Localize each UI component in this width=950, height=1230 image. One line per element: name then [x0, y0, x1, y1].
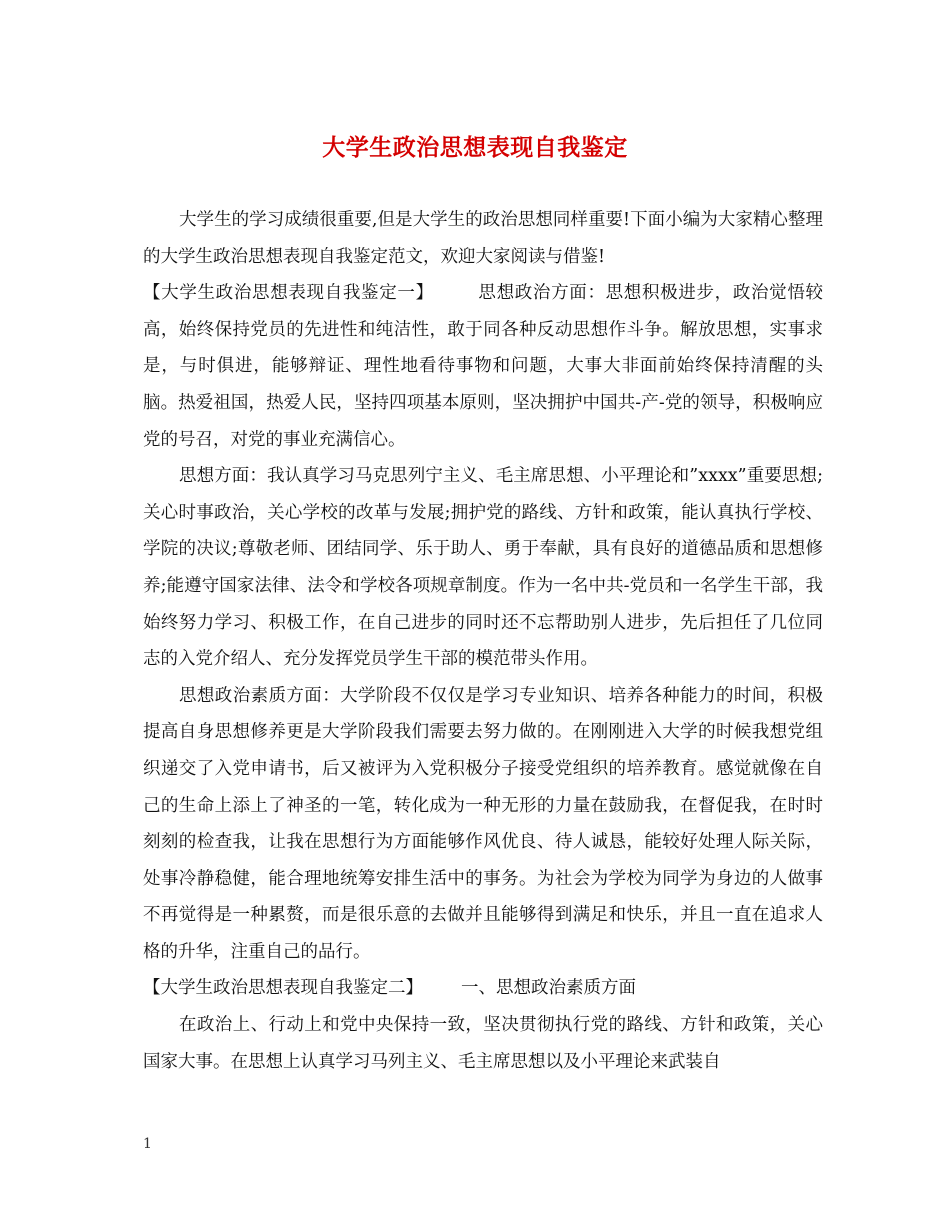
section-one-heading: 【大学生政治思想表现自我鉴定一】	[143, 283, 434, 304]
document-title: 大学生政治思想表现自我鉴定	[322, 134, 628, 161]
thought-paragraph: 思想方面：我认真学习马克思列宁主义、毛主席思想、小平理论和”xxxx”重要思想;关心时事政治，关心学校的改革与发展;拥护党的路线、方针和政策，能认真执行学校、学院的决议;尊敬老师、团结同学、乐于助人、勇于奉献，具有良好的道德品质和思想修养;能遵守国家法律、法令和学校各项规章制度。作为一名中共-党员和一名学生干部，我始终努力学习、积极工作，在自己进步的同时还不忘帮助别人进步，先后担任了几位同志的入党介绍人、充分发挥党员学生干部的模范带头作用。	[143, 466, 823, 670]
political-quality-paragraph: 思想政治素质方面：大学阶段不仅仅是学习专业知识、培养各种能力的时间，积极提高自身思想修养更是大学阶段我们需要去努力做的。在刚刚进入大学的时候我想党组织递交了入党申请书，后又被评为入党积极分子接受党组织的培养教育。感觉就像在自己的生命上添上了神圣的一笔，转化成为一种无形的力量在鼓励我，在督促我，在时时刻刻的检查我，让我在思想行为方面能够作风优良、待人诚恳，能较好处理人际关际，处事冷静稳健，能合理地统筹安排生活中的事务。为社会为学校为同学为身边的人做事不再觉得是一种累赘，而是很乐意的去做并且能够得到满足和快乐，并且一直在追求人格的升华，注重自己的品行。	[143, 685, 823, 962]
section-two-heading: 【大学生政治思想表现自我鉴定二】	[143, 978, 423, 999]
section-one-lead: 思想政治方面：思想积极进步，政治觉悟较高，始终保持党员的先进性和纯洁性，敢于同各种反动思想作斗争。解放思想，实事求是，与时俱进，能够辩证、理性地看待事物和问题，大事大非面前始终保持清醒的头脑。热爱祖国，热爱人民，坚持四项基本原则，坚决拥护中国共-产-党的领导，积极响应党的号召，对党的事业充满信心。	[143, 283, 824, 450]
page-number: 1	[143, 1136, 152, 1152]
section-one-paragraph	[143, 275, 823, 458]
document-body	[143, 202, 823, 1080]
section-two-paragraph	[143, 970, 823, 1007]
intro-paragraph: 大学生的学习成绩很重要,但是大学生的政治思想同样重要!下面小编为大家精心整理的大学生政治思想表现自我鉴定范文，欢迎大家阅读与借鉴!	[143, 210, 823, 267]
political-action-paragraph: 在政治上、行动上和党中央保持一致，坚决贯彻执行党的路线、方针和政策，关心国家大事。在思想上认真学习马列主义、毛主席思想以及小平理论来武装自	[143, 1015, 823, 1072]
section-two-lead: 一、思想政治素质方面	[461, 978, 636, 999]
